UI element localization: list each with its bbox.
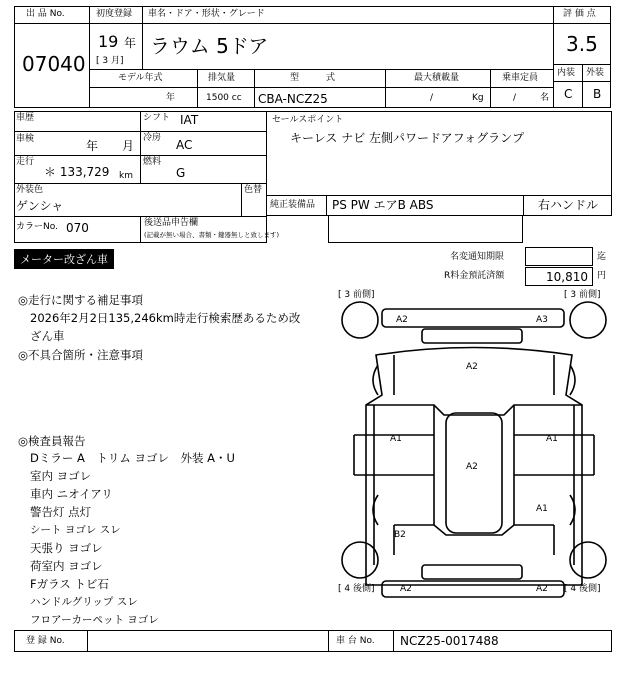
score: 3.5 [566, 32, 598, 56]
exterior-label: 外装 [586, 68, 605, 78]
shift-label: シフト [143, 113, 171, 123]
mileage-label: 走行 [16, 157, 35, 167]
ac-label: 冷房 [143, 133, 162, 143]
roof [446, 413, 502, 533]
damage-mark: A1 [390, 434, 402, 444]
damage-mark: A2 [536, 584, 548, 594]
inspection-year: 年 [86, 139, 99, 153]
displacement-label: 排気量 [208, 73, 236, 83]
shift: IAT [180, 113, 199, 127]
capacity-unit: 名 [540, 93, 550, 103]
inspector-line: Dミラー A トリム ヨゴレ 外装 A・U [30, 451, 235, 465]
equipment-label: 純正装備品 [270, 200, 316, 210]
history-label: 車歴 [16, 113, 35, 123]
displacement: 1500 cc [206, 93, 242, 103]
car-name-label: 車名・ドア・形状・グレード [148, 9, 265, 19]
inspection-label: 車検 [16, 134, 35, 144]
color-change-label: 色替 [244, 185, 263, 195]
exterior-color: ゲンシャ [16, 199, 64, 213]
exterior-color-label: 外装色 [16, 185, 44, 195]
damage-mark: B2 [394, 530, 406, 540]
load-slash: / [430, 93, 434, 103]
recycle-amount: 10,810 [546, 270, 588, 284]
inspector-line: 天張り ヨゴレ [30, 541, 103, 555]
damage-mark: A2 [396, 315, 408, 325]
capacity-label: 乗車定員 [502, 73, 539, 83]
fuel-label: 燃料 [143, 157, 162, 167]
inspector-title: ◎検査員報告 [18, 434, 86, 448]
registration-doc-note: (記載が無い場合、書類・鍵器無しと致します) [144, 231, 280, 239]
equipment-items: PS PW エアB ABS [332, 198, 434, 212]
ac: AC [176, 138, 193, 152]
capacity-slash: / [513, 93, 517, 103]
inspection-month: 月 [122, 139, 135, 153]
damage-mark: A3 [536, 315, 548, 325]
inspector-line: 荷室内 ヨゴレ [30, 559, 103, 573]
model-year-unit: 年 [166, 93, 176, 103]
damage-mark: A2 [466, 362, 478, 372]
registration-doc-label: 後送品申告欄 [144, 218, 199, 228]
max-load-label: 最大積載量 [414, 73, 460, 83]
tag-bottom-left: [ 4 後側] [338, 584, 375, 594]
name-change-unit: 迄 [597, 252, 607, 262]
registration-label: 登 録 No. [26, 636, 65, 646]
color-no-label: カラーNo. [16, 222, 58, 232]
inspector-line: 室内 ヨゴレ [30, 469, 92, 483]
damage-mark: A1 [536, 504, 548, 514]
tag-bottom-right: [ 4 後側] [564, 584, 601, 594]
load-unit: Kg [472, 93, 484, 103]
sales-point-label: セールスポイント [272, 115, 344, 125]
fuel: G [176, 166, 186, 180]
damage-mark: A2 [466, 462, 478, 472]
inspector-line: Fガラス トビ石 [30, 577, 109, 591]
caution-title: ◎不具合箇所・注意事項 [18, 348, 144, 362]
year: 19 [98, 32, 119, 51]
tag-top-right: [ 3 前側] [564, 290, 601, 300]
inspector-line: ハンドルグリップ スレ [30, 596, 138, 608]
type-label: 型 式 [290, 73, 336, 83]
name-change-label: 名変通知期限 [450, 252, 505, 262]
driving-title: ◎走行に関する補足事項 [18, 293, 144, 307]
meter-tampered-badge: メーター改ざん車 [14, 249, 114, 269]
damage-mark: A1 [546, 434, 558, 444]
inspector-line: 車内 ニオイアリ [30, 487, 113, 501]
interior-label: 内装 [557, 68, 576, 78]
interior-grade: C [564, 87, 573, 101]
exterior-grade: B [593, 87, 602, 101]
mileage-unit: km [119, 171, 133, 181]
type: CBA-NCZ25 [258, 92, 328, 106]
driving-line-2: ざん車 [30, 329, 65, 343]
car-damage-diagram [334, 285, 614, 615]
driving-line-1: 2026年2月2日135,246km時走行検索歴あるため改 [30, 311, 301, 325]
inspector-line: 警告灯 点灯 [30, 505, 92, 519]
name-change-box [525, 247, 593, 266]
chassis-no: NCZ25-0017488 [400, 634, 499, 648]
score-label: 評 価 点 [563, 9, 596, 19]
model-year-label: モデル年式 [118, 73, 163, 83]
lot-no: 07040 [22, 52, 86, 76]
lot-no-label: 出 品 No. [26, 9, 65, 19]
first-reg-label: 初度登録 [96, 9, 133, 19]
inspector-line: シート ヨゴレ スレ [30, 524, 121, 536]
inspector-line: フロアーカーペット ヨゴレ [30, 614, 159, 626]
blank-box [328, 215, 523, 243]
color-no: 070 [66, 221, 89, 235]
mileage: ＊ 133,729 [44, 165, 110, 179]
damage-mark: A2 [400, 584, 412, 594]
car-name: ラウム 5ドア [150, 34, 269, 58]
recycle-unit: 円 [597, 271, 607, 281]
year-unit: 年 [124, 36, 137, 50]
month: [ 3 月] [96, 56, 124, 66]
tag-top-left: [ 3 前側] [338, 290, 375, 300]
recycle-label: R料金預託済額 [444, 271, 505, 281]
handle: 右ハンドル [538, 198, 599, 212]
chassis-label: 車 台 No. [336, 636, 375, 646]
sales-point-text: キーレス ナビ 左側パワードアフォグランプ [290, 131, 525, 145]
